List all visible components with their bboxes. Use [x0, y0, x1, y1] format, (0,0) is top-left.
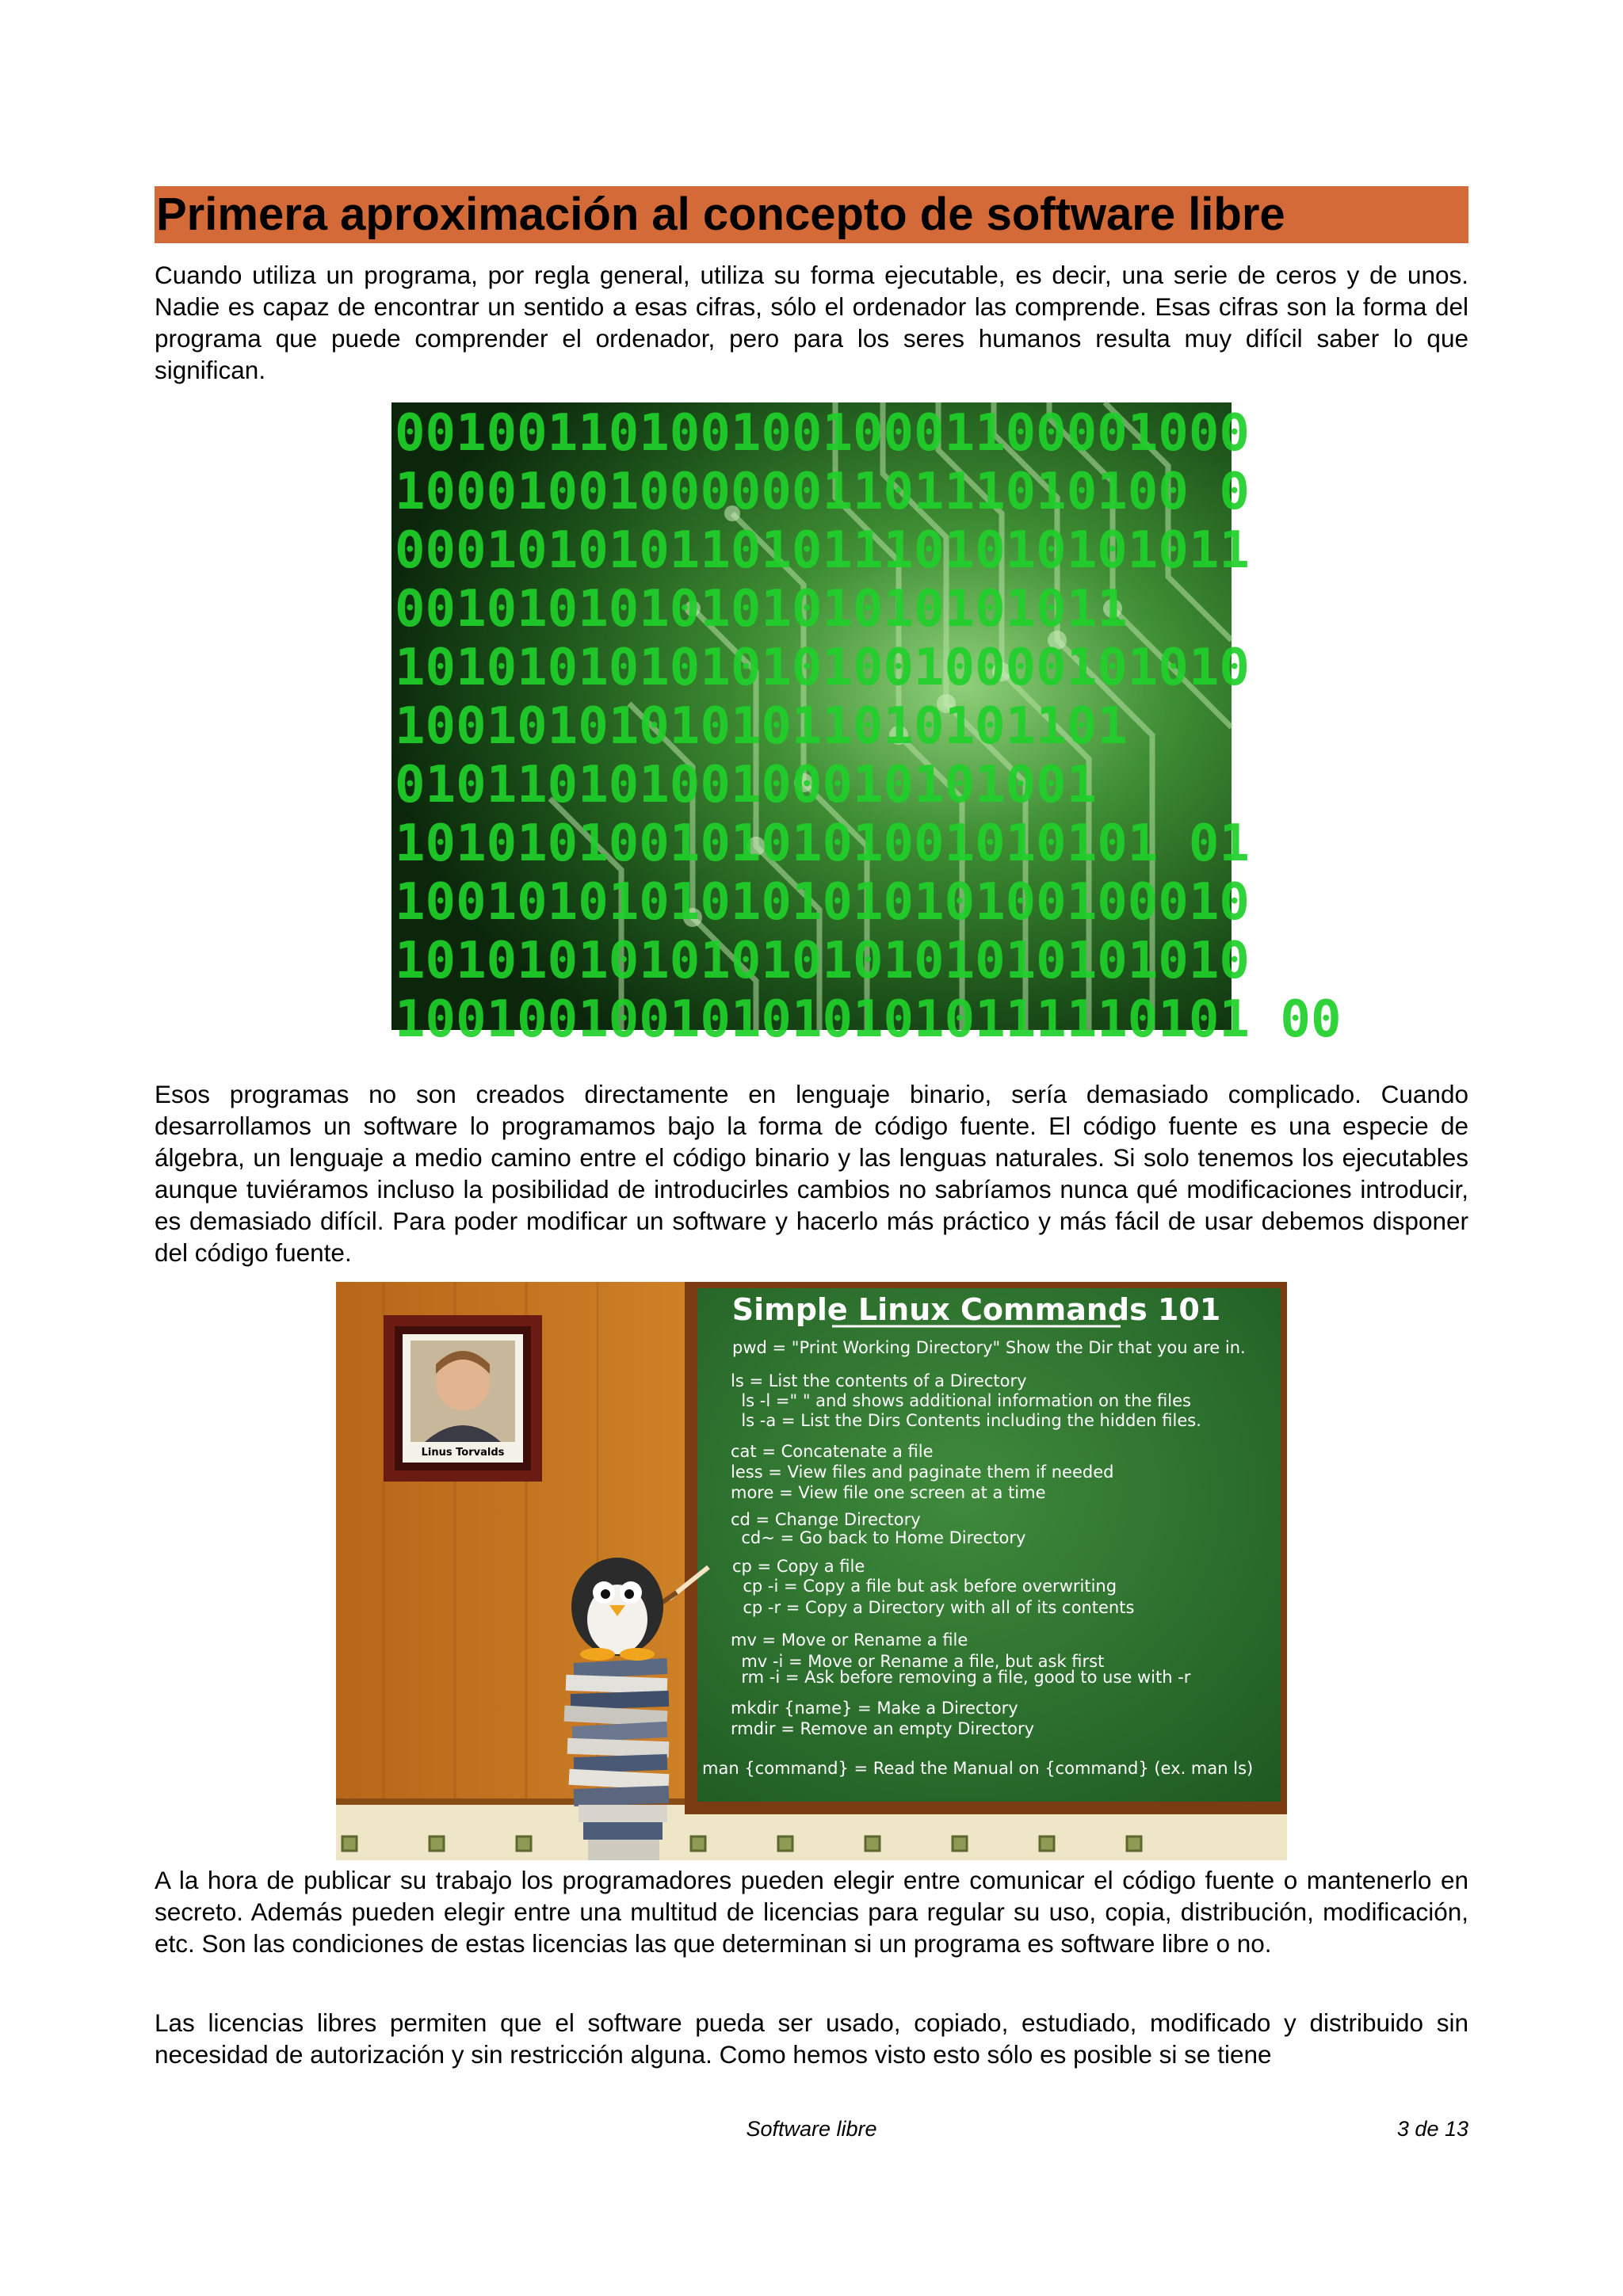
section-title: Primera aproximación al concepto de software libre — [156, 189, 1285, 240]
binary-row: 0001010101101011101010101011 — [395, 521, 1250, 580]
binary-row: 1001001001010101010111110101 00 — [395, 990, 1342, 1049]
binary-row: 1001010101010101010100100010 — [395, 873, 1250, 932]
board-title: Simple Linux Commands 101 — [731, 1292, 1221, 1327]
command-line: rmdir = Remove an empty Directory — [731, 1719, 1035, 1738]
binary-circuit-graphic — [391, 402, 1342, 1049]
command-line: ls -a = List the Dirs Contents including the hidden files. — [731, 1411, 1201, 1430]
command-line: ls = List the contents of a Directory — [731, 1371, 1027, 1390]
binary-circuit-image — [391, 402, 1342, 1049]
binary-row: 100101010101011010101101 — [395, 697, 1128, 756]
binary-row: 10001001000000110111010100 0 — [395, 463, 1250, 521]
linux-classroom-graphic — [336, 1282, 1287, 1860]
command-line: cat = Concatenate a file — [731, 1442, 934, 1461]
portrait-caption: Linus Torvalds — [421, 1447, 505, 1459]
binary-row: 1010101001010101001010101 01 — [395, 814, 1250, 873]
paragraph-2: Esos programas no son creados directamente en lenguaje binario, sería demasiado complicado. Cuando desarrollamos un software lo programamos bajo la forma de código fuente. El código fuente es una especie de álgebra, un lenguaje a medio camino entre el código binario y las lenguas naturales. Si solo tenemos los ejecutables aunque tuviéramos incluso la posibilidad de introducirles cambios no sabríamos nunca qué modificaciones introducir, es demasiado difícil. Para poder modificar un software y hacerlo más práctico y más fácil de usar debemos disponer del código fuente. — [155, 1080, 1468, 1267]
binary-row: 0010011010010010001100001000 — [395, 404, 1250, 463]
paragraph-3: A la hora de publicar su trabajo los programadores pueden elegir entre comunicar el código fuente o mantenerlo en secreto. Además pueden elegir entre una multitud de licencias para regular su uso, copia, distribución, modificación, etc. Son las condiciones de estas licencias las que determinan si un programa es software libre o no. — [155, 1866, 1468, 1958]
binary-row: 01011010100100010101001 — [395, 756, 1098, 814]
paragraph-1: Cuando utiliza un programa, por regla general, utiliza su forma ejecutable, es decir, una serie de ceros y de unos. Nadie es capaz de encontrar un sentido a esas cifras, sólo el ordenador las comprende. Esas cifras son la forma del programa que puede comprender el ordenador, pero para los seres humanos resulta muy difícil saber lo que significan. — [155, 261, 1468, 384]
binary-row: 001010101010101010101011 — [395, 580, 1128, 639]
command-line: rm -i = Ask before removing a file, good to use with -r — [731, 1668, 1191, 1687]
command-line: cp = Copy a file — [732, 1557, 865, 1576]
command-line: cp -r = Copy a Directory with all of its contents — [732, 1598, 1135, 1617]
command-line: cd = Change Directory — [731, 1510, 921, 1529]
command-line: mv -i = Move or Rename a file, but ask first — [731, 1652, 1105, 1671]
section-title-bar — [155, 186, 1468, 243]
command-line: cd~ = Go back to Home Directory — [731, 1528, 1026, 1547]
linux-commands-image — [336, 1282, 1287, 1860]
command-line: mv = Move or Rename a file — [731, 1630, 968, 1650]
command-line: pwd = "Print Working Directory" Show the Dir that you are in. — [732, 1338, 1246, 1357]
command-line: more = View file one screen at a time — [731, 1483, 1046, 1502]
footer-title: Software libre — [746, 2117, 877, 2141]
command-line: less = View files and paginate them if needed — [731, 1463, 1114, 1482]
command-line: man {command} = Read the Manual on {command} (ex. man ls) — [702, 1759, 1254, 1778]
command-line: cp -i = Copy a file but ask before overwriting — [732, 1577, 1117, 1596]
command-line: ls -l =" " and shows additional information on the files — [731, 1391, 1191, 1410]
binary-row: 1010101010101010010000101010 — [395, 639, 1250, 697]
command-line: mkdir {name} = Make a Directory — [731, 1699, 1018, 1718]
binary-row: 1010101010101010101010101010 — [395, 932, 1250, 990]
page-number: 3 de 13 — [1396, 2117, 1468, 2141]
paragraph-4: Las licencias libres permiten que el software pueda ser usado, copiado, estudiado, modificado y distribuido sin necesidad de autorización y sin restricción alguna. Como hemos visto esto sólo es posible si se tiene — [155, 2008, 1468, 2069]
